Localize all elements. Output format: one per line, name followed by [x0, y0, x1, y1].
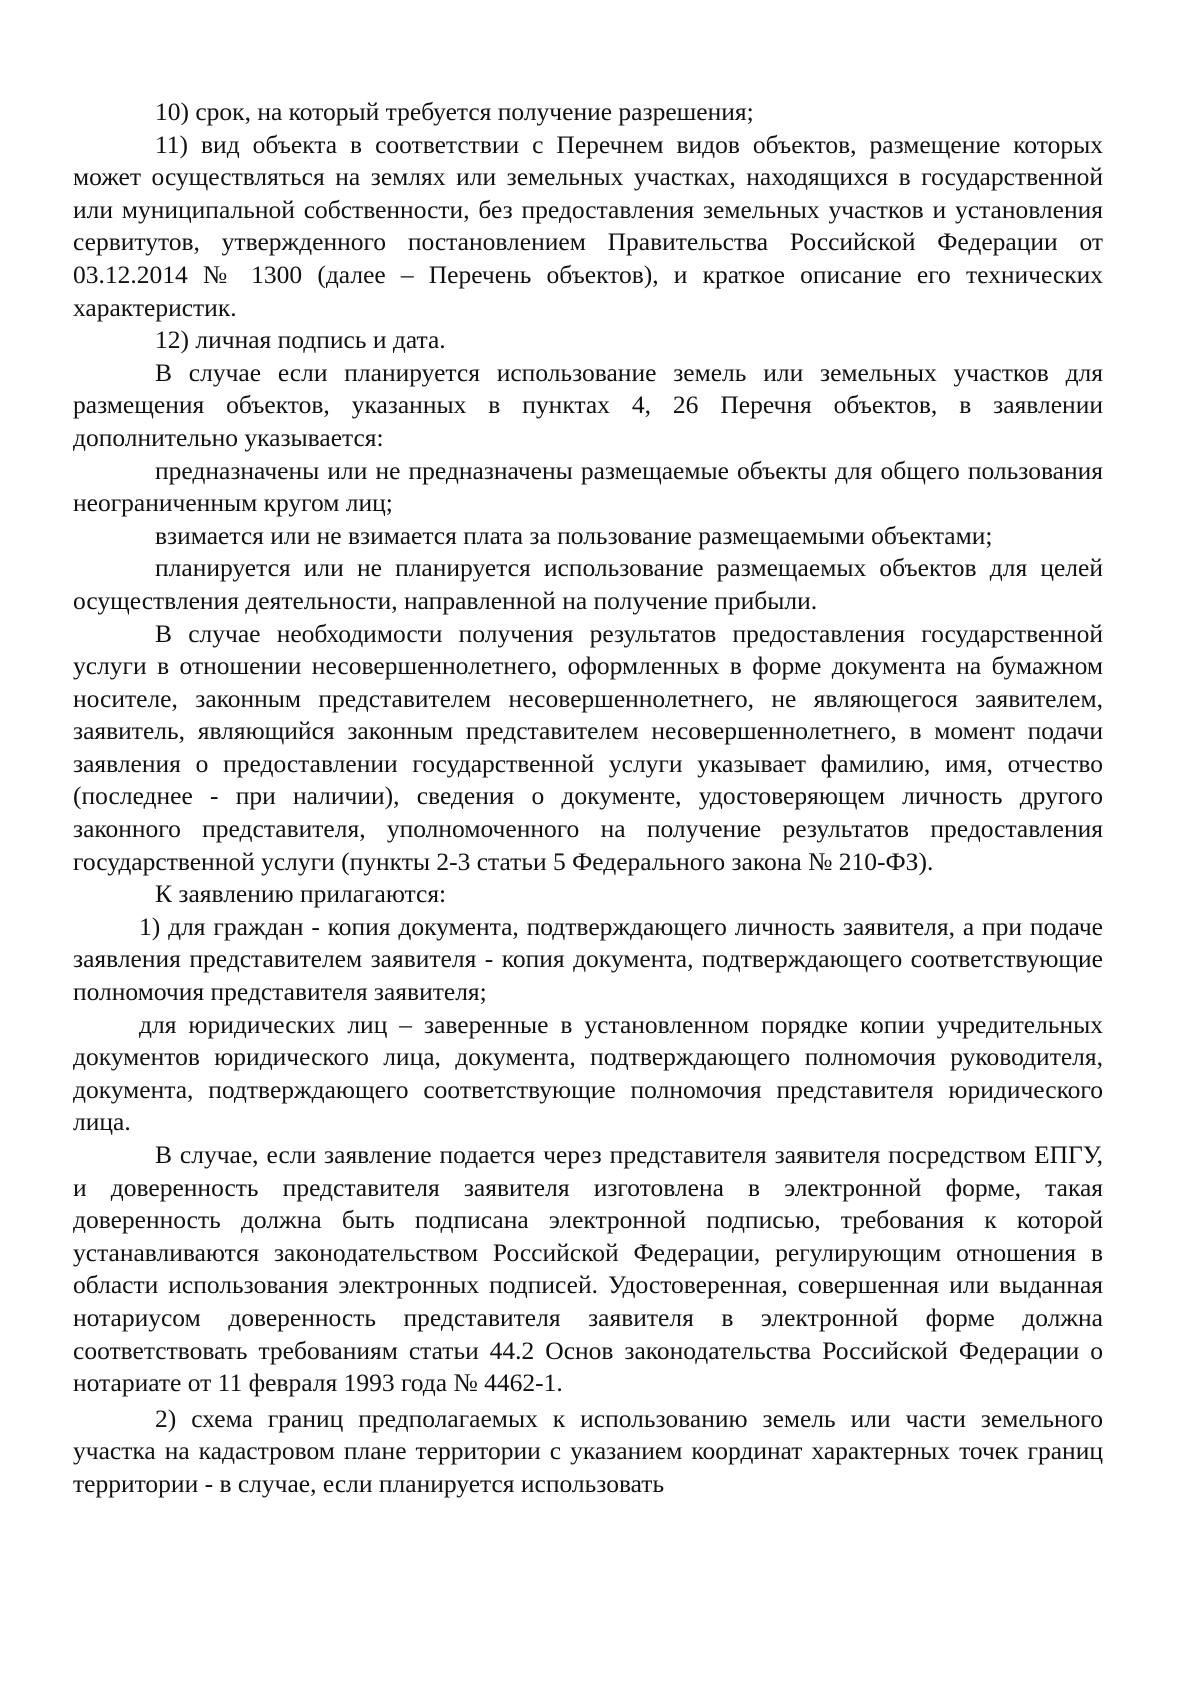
paragraph-profit: планируется или не планируется использование размещаемых объектов для целей осуществления деятельности, направленной на получение прибыли.	[73, 553, 1103, 615]
attachment-1-legal-entities: для юридических лиц – заверенные в установленном порядке копии учредительных документов юридического лица, документа, подтверждающего полномочия руководителя, документа, подтверждающего соответствующие полномочия представителя юридического лица.	[73, 1009, 1103, 1137]
document-page	[73, 96, 1103, 1676]
paragraph-epgu-power-of-attorney: В случае, если заявление подается через представителя заявителя посредством ЕПГУ, и доверенность представителя заявителя изготовлена в электронной форме, такая доверенность должна быть подписана электронной подписью, требования к которой устанавливаются законодательством Российской Федерации, регулирующим отношения в области использования электронных подписей. Удостоверенная, совершенная или выданная нотариусом доверенность представителя заявителя в электронной форме должна соответствовать требованиям статьи 44.2 Основ законодательства Российской Федерации о нотариате от 11 февраля 1993 года № 4462-1.	[73, 1140, 1103, 1398]
paragraph-attachments-heading: К заявлению прилагаются:	[155, 879, 447, 909]
paragraph-public-use: предназначены или не предназначены размещаемые объекты для общего пользования неограниченным кругом лиц;	[73, 455, 1103, 518]
item-12-signature-date: 12) личная подпись и дата.	[155, 325, 446, 355]
item-11-object-type: 11) вид объекта в соответствии с Перечнем видов объектов, размещение которых может осуществляться на землях или земельных участках, находящихся в государственной или муниципальной собственности, без предоставления земельных участков и установления сервитутов, утвержденного постановлением Правительства Российской Федерации от 03.12.2014 № 1300 (далее – Перечень объектов), и краткое описание его технических характеристик.	[73, 129, 1103, 322]
attachment-2-boundary-scheme: 2) схема границ предполагаемых к использованию земель или части земельного участка на кадастровом плане территории с указанием координат характерных точек границ территории - в случае, если планируется использовать	[73, 1403, 1103, 1498]
paragraph-fee: взимается или не взимается плата за пользование размещаемыми объектами;	[155, 520, 993, 550]
item-10-term: 10) срок, на который требуется получение разрешения;	[155, 97, 754, 126]
paragraph-additional-info: В случае если планируется использование земель или земельных участков для размещения объектов, указанных в пунктах 4, 26 Перечня объектов, в заявлении дополнительно указывается:	[73, 357, 1103, 452]
paragraph-minor: В случае необходимости получения результатов предоставления государственной услуги в отношении несовершеннолетнего, оформленных в форме документа на бумажном носителе, законным представителем несовершеннолетнего, не являющегося заявителем, заявитель, являющийся законным представителем несовершеннолетнего, в момент подачи заявления о предоставлении государственной услуги указывает фамилию, имя, отчество (последнее - при наличии), сведения о документе, удостоверяющем личность другого законного представителя, уполномоченного на получение результатов предоставления государственной услуги (пункты 2-3 статьи 5 Федерального закона № 210-ФЗ).	[73, 618, 1103, 876]
attachment-1-citizens: 1) для граждан - копия документа, подтверждающего личность заявителя, а при подаче заявления представителем заявителя - копия документа, подтверждающего соответствующие полномочия представителя заявителя;	[73, 911, 1103, 1007]
